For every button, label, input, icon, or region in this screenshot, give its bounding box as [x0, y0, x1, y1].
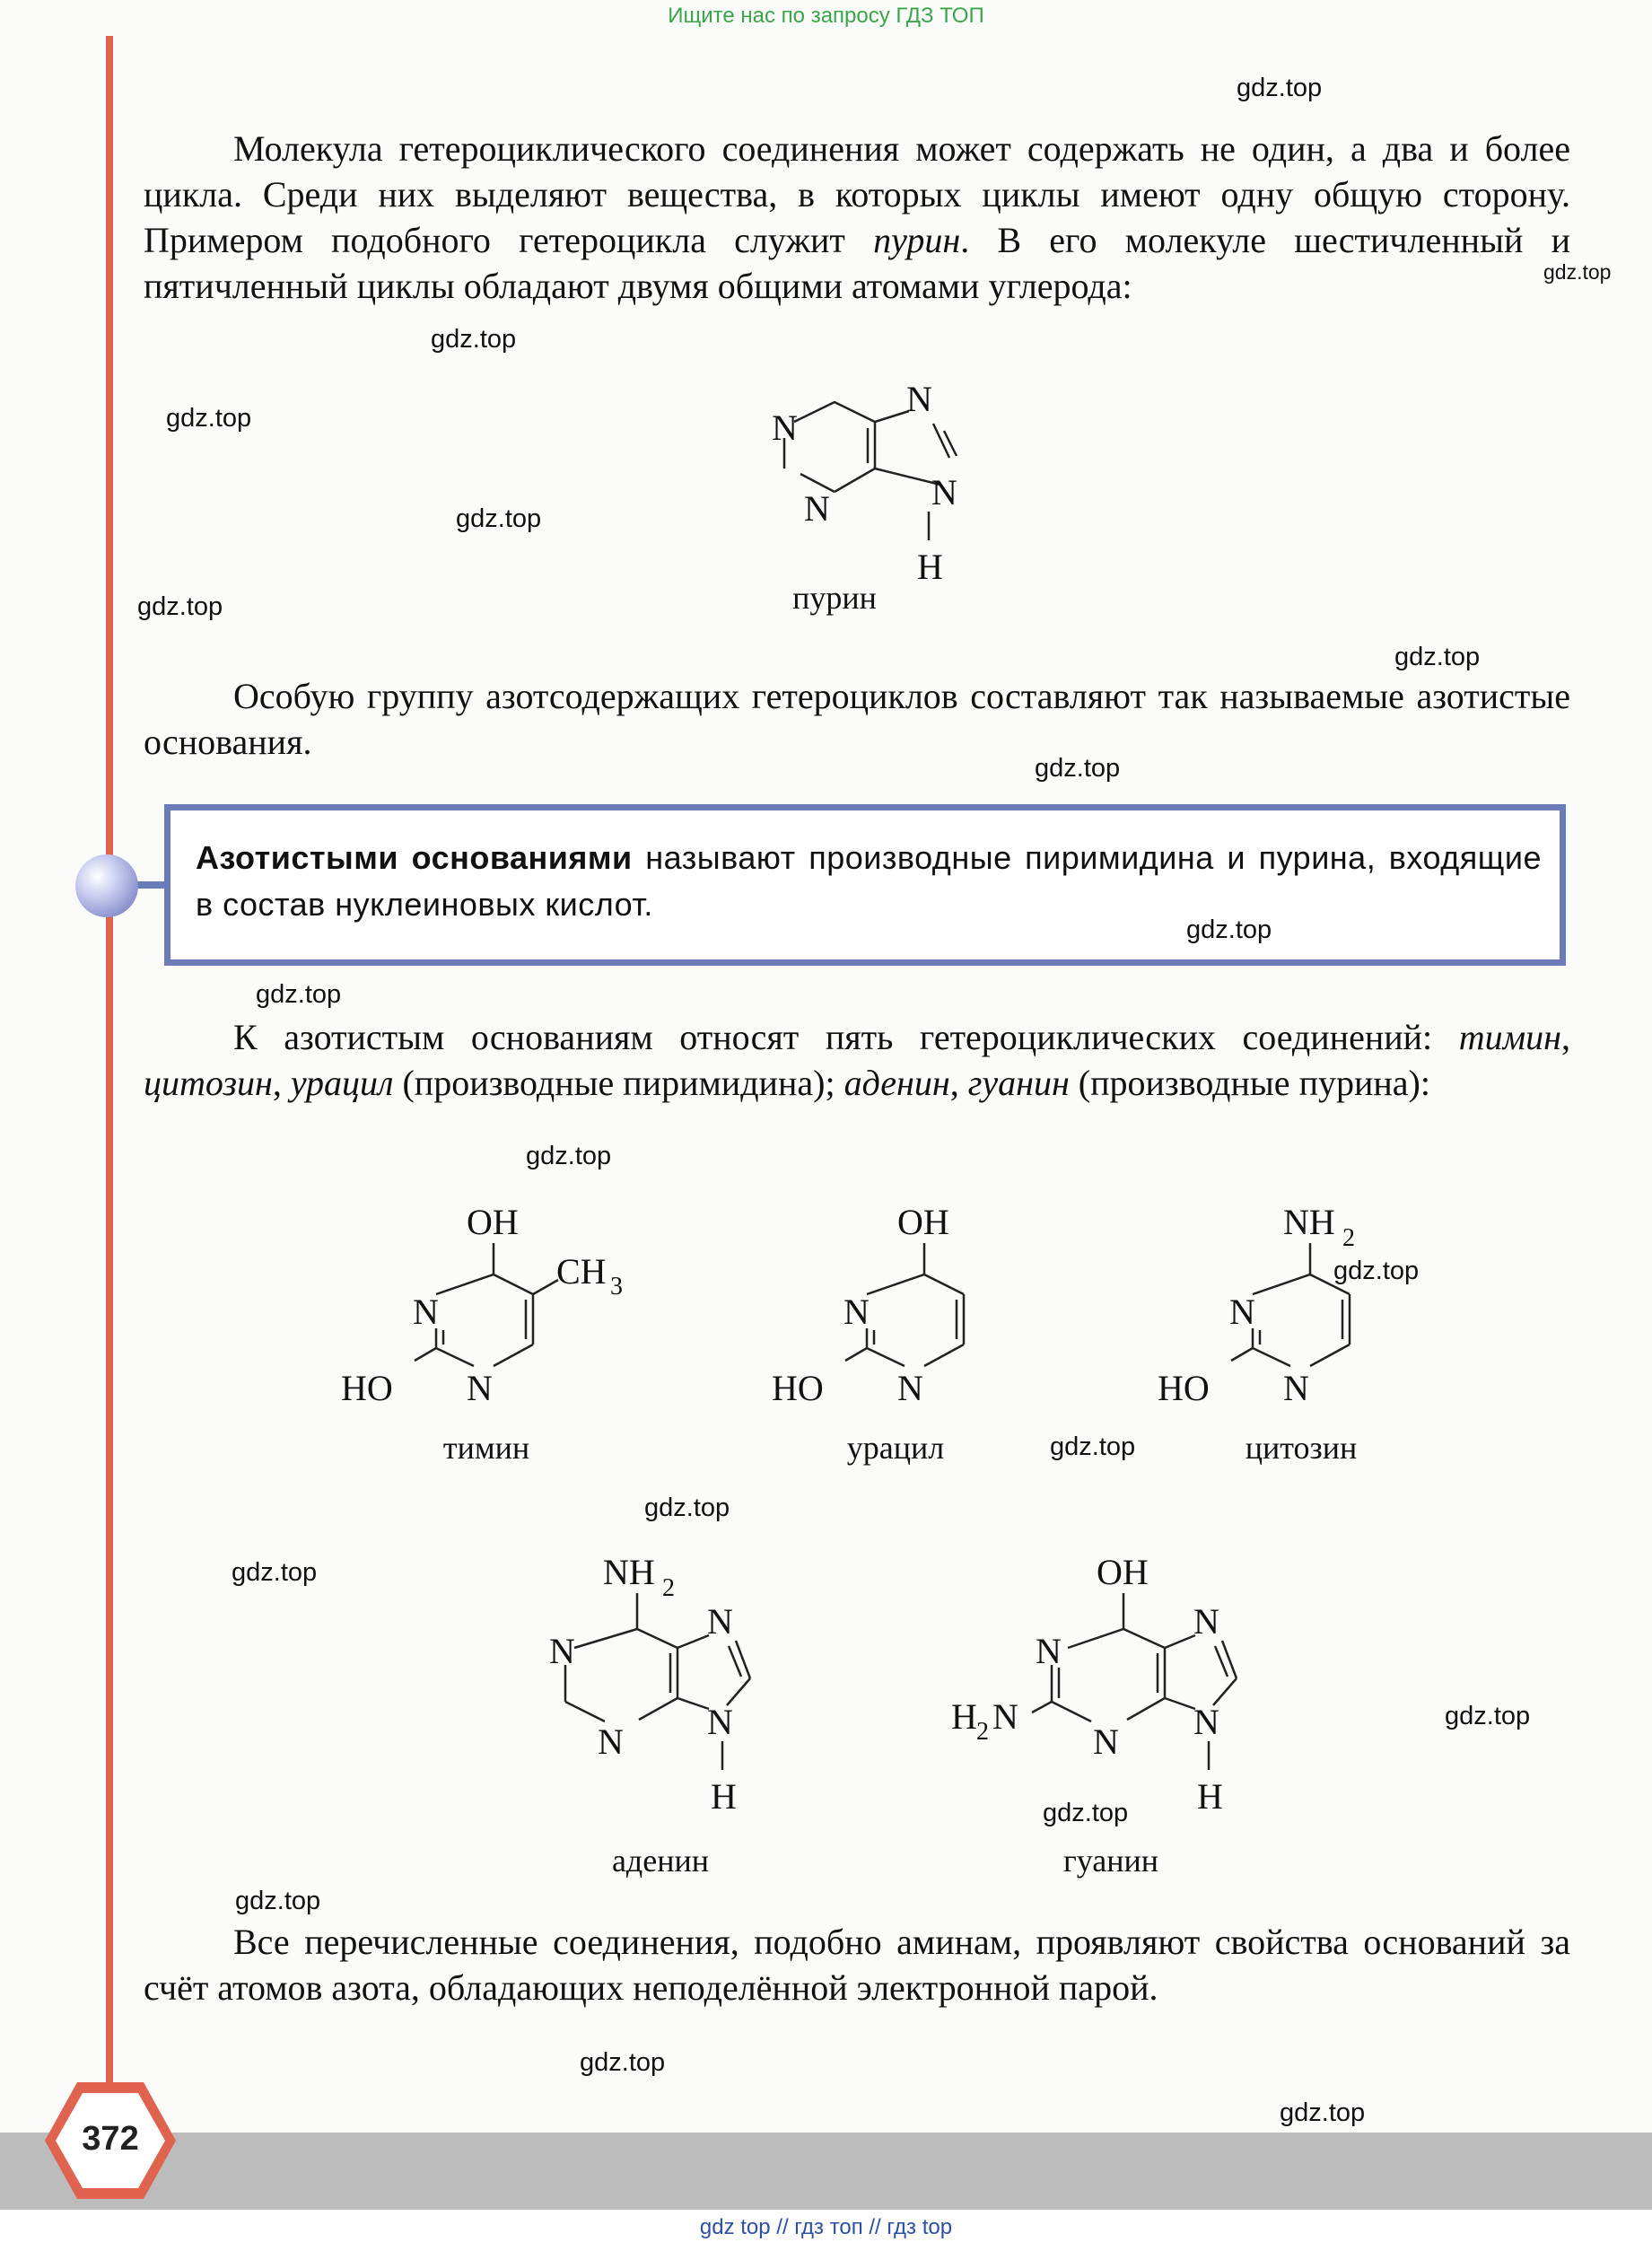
text: Молекула гетероциклического соединения может содержать не один, а два и более цикла. Среди них выделяют вещества, в которых циклы имеют одну общую сторону. Примером подобного гетероцикла служит [144, 128, 1570, 260]
page-footer-band [0, 2133, 1652, 2210]
atom-n: N [1036, 1631, 1062, 1671]
paragraph-purine-intro [144, 126, 1570, 309]
watermark: gdz.top [1280, 2098, 1366, 2127]
text: . В его молекуле шестичленный и пятичленный циклы обладают двумя общими атомами углерода: [144, 220, 1570, 306]
search-hint-link[interactable]: Ищите нас по запросу ГДЗ ТОП [668, 4, 984, 28]
definition-term: Азотистыми основаниями [196, 839, 633, 876]
watermark: gdz.top [1394, 643, 1481, 671]
atom-n: N [598, 1721, 624, 1762]
atom-n: N [772, 407, 798, 448]
watermark: gdz.top [456, 504, 542, 533]
watermark: gdz.top [137, 592, 223, 621]
watermark: gdz.top [526, 1142, 612, 1170]
term-cytosine: цитозин [144, 1063, 273, 1103]
definition-ball-icon [75, 854, 138, 917]
term-thymine: тимин [1458, 1017, 1561, 1057]
text: (производные пиримидина); [393, 1063, 844, 1103]
term-guanine: гуанин [967, 1063, 1070, 1103]
cytosine-structure [1158, 1194, 1409, 1418]
text: (производные пурина): [1069, 1063, 1430, 1103]
watermark: gdz.top [1333, 1257, 1420, 1285]
watermark: gdz.top [580, 2048, 666, 2077]
definition-text [196, 835, 1542, 928]
atom-n: N [707, 1601, 733, 1642]
watermark: gdz.top [235, 1887, 321, 1915]
watermark: gdz.top [1543, 260, 1612, 284]
term-uracil: урацил [290, 1063, 394, 1103]
watermark: gdz.top [1445, 1702, 1531, 1730]
term-adenine: аденин [843, 1063, 950, 1103]
group-h2n: H [951, 1696, 977, 1737]
group-oh: OH [1097, 1552, 1149, 1592]
paragraph-conclusion [144, 1919, 1570, 2010]
group-h2n: N [992, 1696, 1018, 1737]
atom-n: N [931, 472, 957, 512]
subscript: 3 [610, 1273, 623, 1301]
paragraph-five-bases [144, 1014, 1570, 1106]
atom-n: N [804, 488, 830, 529]
group-ch3: CH [556, 1251, 607, 1292]
label-uracil: урацил [846, 1430, 945, 1466]
atom-n: N [906, 379, 932, 419]
guanine-structure [942, 1544, 1283, 1817]
watermark: gdz.top [232, 1558, 318, 1587]
atom-n: N [1229, 1292, 1255, 1332]
text: , [949, 1063, 968, 1103]
text: К азотистым основаниям относят пять гетероциклических соединений: [233, 1017, 1459, 1057]
group-nh2: NH [1283, 1202, 1335, 1242]
group-oh: OH [897, 1202, 949, 1242]
subscript: 2 [1342, 1224, 1355, 1252]
uracil-structure [772, 1194, 987, 1418]
term-purine: пурин [873, 220, 961, 260]
atom-n: N [897, 1368, 923, 1408]
label-cytosine: цитозин [1245, 1430, 1358, 1466]
text: Все перечисленные соединения, подобно аминам, проявляют свойства оснований за счёт атомов азота, обладающих неподелённой электронной парой. [144, 1922, 1570, 2008]
text: , [1561, 1017, 1570, 1057]
atom-h: H [917, 547, 943, 587]
watermark: gdz.top [1186, 915, 1272, 944]
label-guanine: гуанин [1062, 1843, 1159, 1879]
atom-n: N [1193, 1702, 1219, 1742]
atom-n: N [467, 1368, 493, 1408]
atom-n: N [1093, 1721, 1119, 1762]
text: , [272, 1063, 291, 1103]
subscript: 2 [976, 1718, 989, 1746]
atom-n: N [1193, 1601, 1219, 1642]
atom-h: H [1197, 1776, 1223, 1817]
group-ho: HO [1158, 1368, 1210, 1408]
atom-n: N [843, 1292, 870, 1332]
thymine-structure [341, 1194, 646, 1418]
label-thymine: тимин [442, 1430, 530, 1466]
watermark: gdz.top [431, 325, 517, 354]
watermark: gdz.top [1237, 74, 1323, 102]
watermark: gdz.top [1050, 1432, 1136, 1461]
paragraph-bases-intro [144, 673, 1570, 765]
watermark: gdz.top [166, 404, 252, 433]
group-ho: HO [341, 1368, 393, 1408]
margin-line [106, 36, 113, 2127]
atom-n: N [549, 1631, 575, 1671]
watermark: gdz.top [1043, 1799, 1129, 1827]
atom-n: N [1283, 1368, 1309, 1408]
page-number: 372 [82, 2120, 139, 2158]
group-ho: HO [772, 1368, 824, 1408]
atom-h: H [711, 1776, 737, 1817]
atom-n: N [707, 1702, 733, 1742]
label-adenine: аденин [611, 1843, 710, 1879]
group-oh: OH [467, 1202, 519, 1242]
label-purine: пурин [792, 580, 877, 616]
adenine-structure [538, 1544, 808, 1817]
definition-rest: называют производные пиримидина и пурина, входящие в состав нуклеиновых кислот. [196, 839, 1543, 923]
atom-n: N [413, 1292, 439, 1332]
definition-connector [135, 881, 169, 889]
text: Особую группу азотсодержащих гетероциклов составляют так называемые азотистые основания. [144, 676, 1570, 762]
watermark: gdz.top [644, 1493, 730, 1522]
subscript: 2 [662, 1574, 675, 1602]
group-nh2: NH [603, 1552, 655, 1592]
footer-links[interactable]: gdz top // гдз топ // гдз top [699, 2215, 953, 2239]
watermark: gdz.top [256, 980, 342, 1009]
purine-structure [745, 379, 978, 601]
watermark: gdz.top [1035, 754, 1121, 783]
